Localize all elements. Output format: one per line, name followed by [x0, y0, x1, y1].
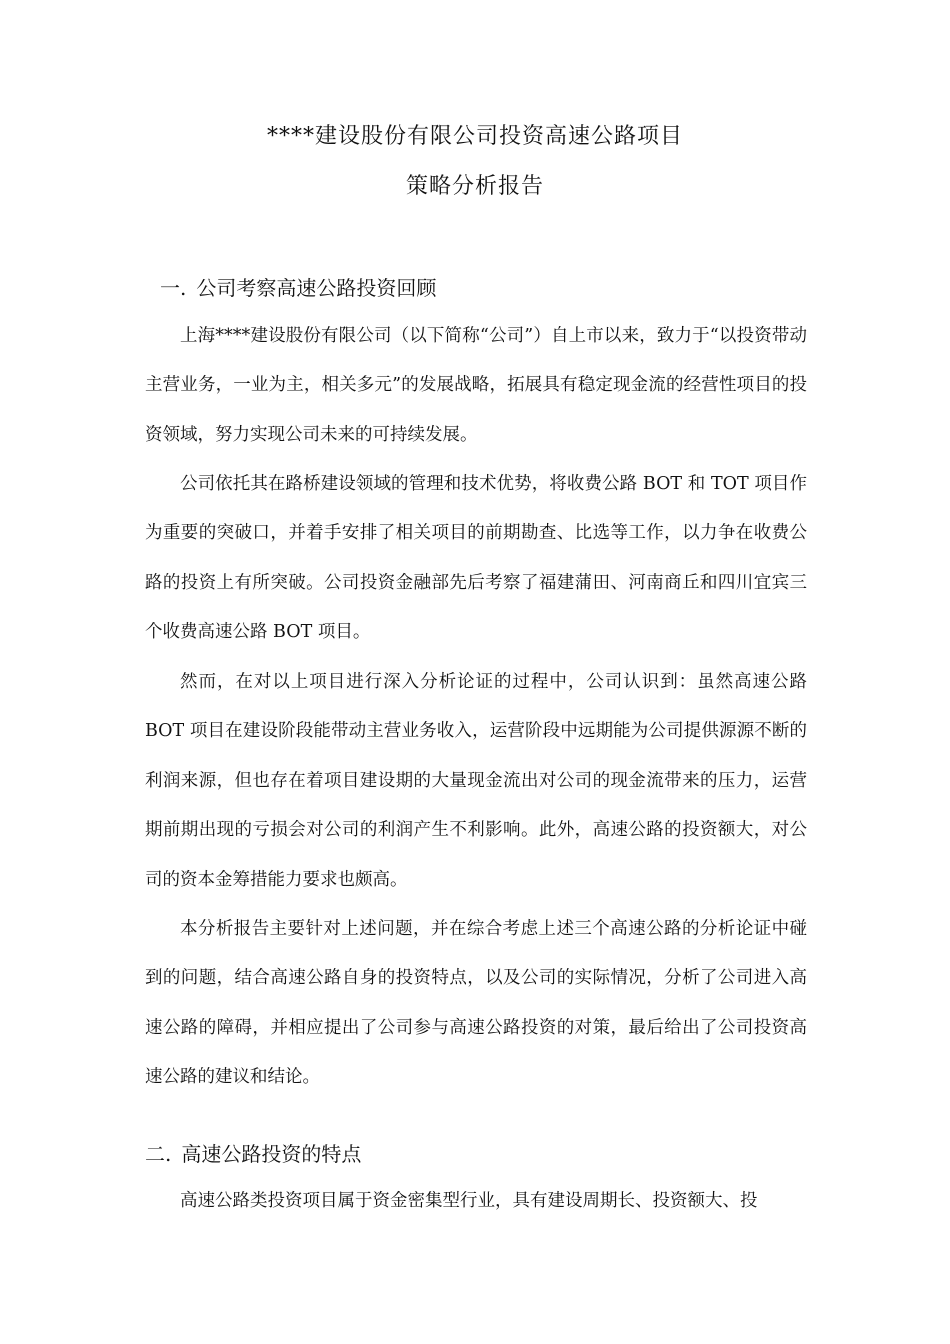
- paragraph-3: 然而，在对以上项目进行深入分析论证的过程中，公司认识到：虽然高速公路 BOT 项目在建设阶段能带动主营业务收入，运营阶段中远期能为公司提供源源不断的利润来源，但也存在着项目建设期的大量现金流出对公司的现金流带来的压力，运营期前期出现的亏损会对公司的利润产生不利影响。此外，高速公路的投资额大，对公司的资本金筹措能力要求也颇高。: [145, 672, 807, 890]
- paragraph-2: 公司依托其在路桥建设领域的管理和技术优势，将收费公路 BOT 和 TOT 项目作为重要的突破口，并着手安排了相关项目的前期勘查、比选等工作，以力争在收费公路的投资上有所突破。公司投资金融部先后考察了福建蒲田、河南商丘和四川宜宾三个收费高速公路 BOT 项目。: [145, 474, 807, 643]
- document-title-line1: ****建设股份有限公司投资高速公路项目: [266, 124, 683, 149]
- paragraph-1: 上海****建设股份有限公司（以下简称“公司”）自上市以来，致力于“以投资带动主营业务，一业为主，相关多元”的发展战略，拓展具有稳定现金流的经营性项目的投资领域，努力实现公司未来的可持续发展。: [145, 326, 807, 445]
- section-title-2: 高速公路投资的特点: [181, 1142, 362, 1166]
- section-number-1: 一.: [160, 276, 187, 300]
- section-title-1: 公司考察高速公路投资回顾: [196, 276, 437, 300]
- paragraph-4: 本分析报告主要针对上述问题，并在综合考虑上述三个高速公路的分析论证中碰到的问题，结合高速公路自身的投资特点，以及公司的实际情况，分析了公司进入高速公路的障碍，并相应提出了公司参与高速公路投资的对策，最后给出了公司投资高速公路的建议和结论。: [145, 919, 807, 1088]
- paragraph-5: 高速公路类投资项目属于资金密集型行业，具有建设周期长、投资额大、投: [180, 1191, 758, 1211]
- section-number-2: 二.: [145, 1142, 172, 1166]
- section-heading-2: [145, 1138, 361, 1167]
- section-heading-1: [160, 272, 436, 301]
- document-title-line2: 策略分析报告: [405, 174, 544, 199]
